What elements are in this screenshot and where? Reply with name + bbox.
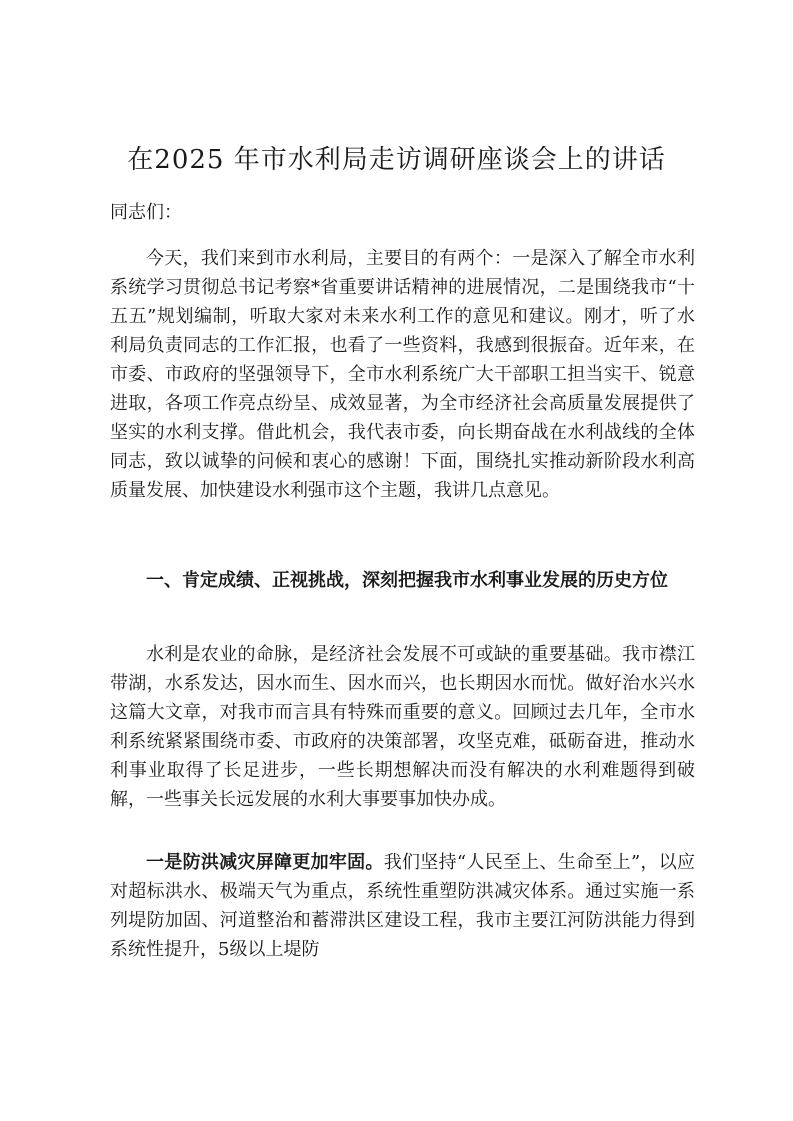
point-paragraph — [110, 848, 695, 964]
section-heading: 一、肯定成绩、正视挑战，深刻把握我市水利事业发展的历史方位 — [146, 570, 668, 591]
salutation: 同志们： — [110, 202, 182, 223]
document-title: 在2025 年市水利局走访调研座谈会上的讲话 — [127, 145, 666, 175]
section-body-paragraph: 水利是农业的命脉，是经济社会发展不可或缺的重要基础。我市襟江带湖，水系发达，因水而生、因水而兴，也长期因水而忧。做好治水兴水这篇大文章，对我市而言具有特殊而重要的意义。回顾过去几年，全市水利系统紧紧围绕市委、市政府的决策部署，攻坚克难，砥砺奋进，推动水利事业取得了长足进步，一些长期想解决而没有解决的水利难题得到破解，一些事关长远发展的水利大事要事加快办成。 — [110, 644, 695, 810]
point-lead: 一是防洪减灾屏障更加牢固。 — [146, 852, 384, 873]
point-body: 我们坚持“人民至上、生命至上”，以应对超标洪水、极端天气为重点，系统性重塑防洪减灾体系。通过实施一系列堤防加固、河道整治和蓄滞洪区建设工程，我市主要江河防洪能力得到系统性提升，5级以上堤防 — [110, 852, 696, 960]
intro-paragraph: 今天，我们来到市水利局，主要目的有两个：一是深入了解全市水利系统学习贯彻总书记考察*省重要讲话精神的进展情况，二是围绕我市“十五五”规划编制，听取大家对未来水利工作的意见和建议。刚才，听了水利局负责同志的工作汇报，也看了一些资料，我感到很振奋。近年来，在市委、市政府的坚强领导下，全市水利系统广大干部职工担当实干、锐意进取，各项工作亮点纷呈、成效显著，为全市经济社会高质量发展提供了坚实的水利支撑。借此机会，我代表市委，向长期奋战在水利战线的全体同志，致以诚挚的问候和衷心的感谢！下面，围绕扎实推动新阶段水利高质量发展、加快建设水利强市这个主题，我讲几点意见。 — [110, 248, 695, 501]
